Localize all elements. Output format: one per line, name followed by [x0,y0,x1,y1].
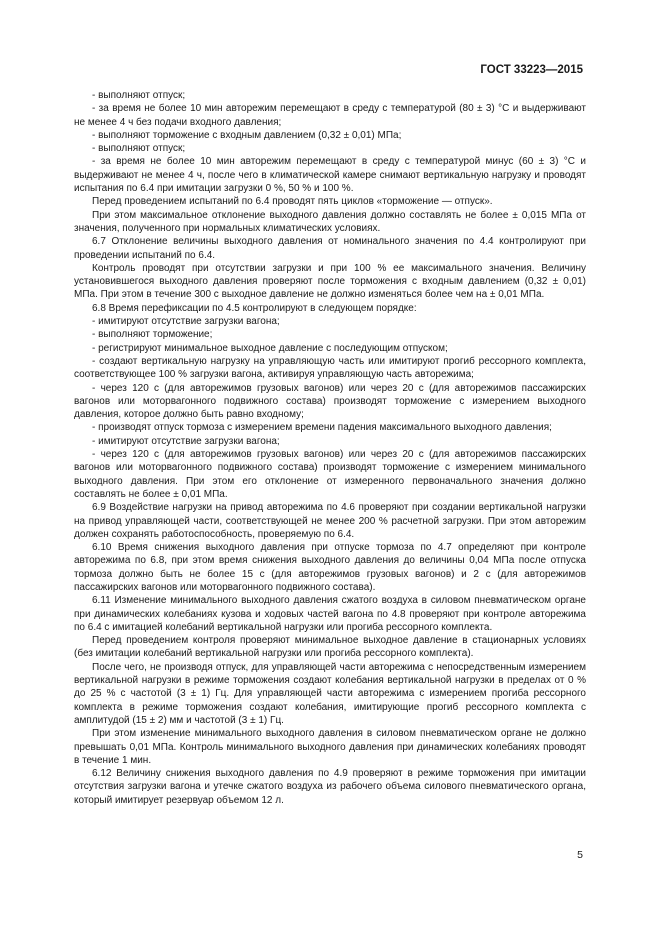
paragraph: - через 120 с (для авторежимов грузовых вагонов) или через 20 с (для авторежимов пассажирских вагонов или моторвагонного подвижного состава) производят торможение с измерением выходного давления, которое должно быть равно входному; [74,382,586,421]
paragraph: - выполняют отпуск; [92,143,186,155]
paragraph: - имитируют отсутствие загрузки вагона; [92,316,280,328]
paragraph: При этом изменение минимального выходного давления в силовом пневматическом органе не должно превышать 0,01 МПа. Контроль минимального выходного давления при динамических колебаниях проводят в течение 1 мин. [74,728,586,766]
page-number: 5 [577,849,583,861]
paragraph: 6.11 Изменение минимального выходного давления сжатого воздуха в силовом пневматическом органе при динамических колебаниях кузова и ходовых частей вагона по 4.8 проверяют при контроле авторежима по 6.4 с имитацией колебаний вертикальной нагрузки или прогиба рессорного комплекта. [74,595,586,633]
paragraph: 6.9 Воздействие нагрузки на привод авторежима по 4.6 проверяют при создании вертикальной нагрузки на привод управляющей части, соответствующей не менее 200 % расчетной загрузки. При этом авторежим должен сохранять работоспособность, проверяемую по 6.4. [74,502,586,540]
paragraph: - выполняют отпуск; [92,90,186,101]
paragraph: При этом максимальное отклонение выходного давления должно составлять не более ± 0,015 МПа от значения, полученного при нормальных климатических условиях. [74,209,586,234]
paragraph: 6.7 Отклонение величины выходного давления от номинального значения по 4.4 контролируют при проведении испытаний по 6.4. [74,236,586,261]
paragraph: - выполняют торможение; [92,329,213,341]
paragraph: 6.10 Время снижения выходного давления при отпуске тормоза по 4.7 определяют при контроле авторежима по 6.8, при этом время снижения выходного давления до величины 0,04 МПа после отпуска тормоза должно быть не более 15 с (для авторежимов грузовых вагонов) и 2 с (для авторежимов пассажирских вагонов или моторвагонного подвижного состава). [74,542,586,593]
paragraph: После чего, не производя отпуск, для управляющей части авторежима с непосредственным измерением вертикальной нагрузки в режиме торможения создают колебания вертикальной нагрузки в пределах от 0 % до 25 % с частотой (3 ± 1) Гц. Для управляющей части авторежима с измерением прогиба рессорного комплекта в режиме торможения создают колебания, имитирующие прогиб рессорного комплекта с амплитудой (15 ± 2) мм и частотой (3 ± 1) Гц. [74,661,586,726]
paragraph: - производят отпуск тормоза с измерением времени падения максимального выходного давления; [92,422,552,434]
paragraph: Перед проведением испытаний по 6.4 проводят пять циклов «торможение — отпуск». [92,196,493,208]
paragraph: - за время не более 10 мин авторежим перемещают в среду с температурой (80 ± 3) °С и выдерживают не менее 4 ч без подачи входного давления; [74,103,586,128]
paragraph: - выполняют торможение с входным давлением (0,32 ± 0,01) МПа; [92,129,402,141]
document-code: ГОСТ 33223—2015 [480,64,583,76]
paragraph: - за время не более 10 мин авторежим перемещают в среду с температурой минус (60 ± 3) °С и выдерживают не менее 4 ч, после чего в климатической камере снимают вертикальную нагрузку и проводят испытания по 6.4 при имитации загрузки 0 %, 50 % и 100 %. [74,156,586,195]
paragraph: 6.8 Время перефиксации по 4.5 контролируют в следующем порядке: [92,302,417,314]
paragraph: Перед проведением контроля проверяют минимальное выходное давление в стационарных условиях (без имитации колебаний вертикальной нагрузки или прогиба рессорного комплекта). [74,635,586,660]
paragraph: - создают вертикальную нагрузку на управляющую часть или имитируют прогиб рессорного комплекта, соответствующее 100 % загрузки вагона, активируя управляющую часть авторежима; [74,355,586,381]
paragraph: - регистрируют минимальное выходное давление с последующим отпуском; [92,342,448,354]
paragraph: - имитируют отсутствие загрузки вагона; [92,435,280,447]
document-body [74,89,586,807]
paragraph: - через 120 с (для авторежимов грузовых вагонов) или через 20 с (для авторежимов пассажирских вагонов или моторвагонного подвижного состава) производят торможение с измерением минимального выходного давления. При этом его отклонение от измеренного первоначального значения должно составлять не более ± 0,01 МПа. [74,449,586,500]
paragraph: Контроль проводят при отсутствии загрузки и при 100 % ее максимального значения. Величину установившегося выходного давления проверяют после торможения с входным давлением (0,32 ± 0,01) МПа. При этом в течение 300 с выходное давление не должно изменяться более чем на ± 0,01 МПа. [74,262,586,301]
paragraph: 6.12 Величину снижения выходного давления по 4.9 проверяют в режиме торможения при имитации отсутствия загрузки вагона и утечке сжатого воздуха из рабочего объема силового пневматического органа, который имитирует резервуар объемом 12 л. [74,768,586,806]
